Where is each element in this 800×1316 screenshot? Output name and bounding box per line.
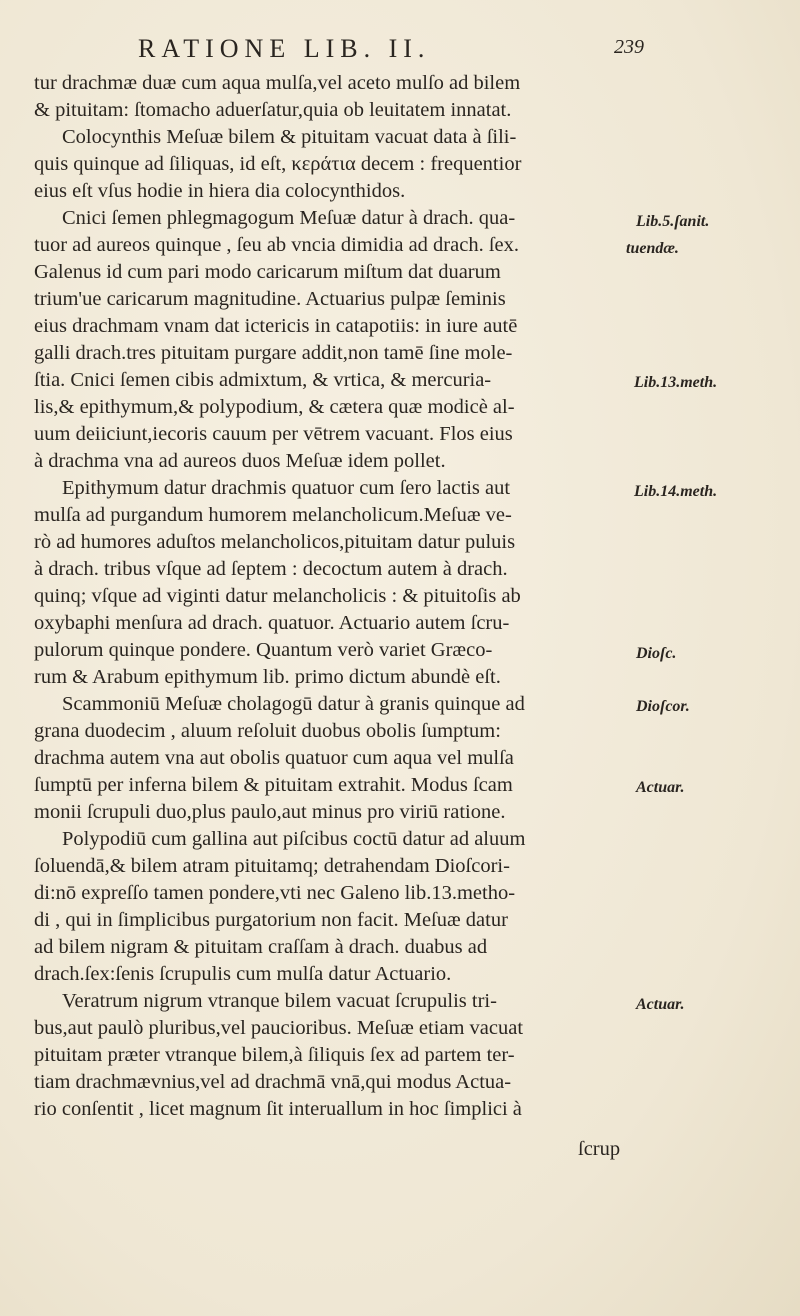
text-line: di:nō expreſſo tamen pondere,vti nec Galeno lib.13.metho- — [34, 882, 516, 904]
margin-note: Actuar. — [636, 996, 685, 1013]
margin-note: tuendæ. — [626, 240, 679, 257]
text-line: rio conſentit , licet magnum ſit interuallum in hoc ſimplici à — [34, 1098, 522, 1120]
margin-note: Lib.5.ſanit. — [636, 213, 710, 230]
text-line: lis,& epithymum,& polypodium, & cætera quæ modicè al- — [34, 396, 515, 418]
text-line: Galenus id cum pari modo caricarum miſtum dat duarum — [34, 261, 501, 283]
text-line: drach.ſex:ſenis ſcrupulis cum mulſa datur Actuario. — [34, 963, 452, 985]
margin-note: Lib.13.meth. — [634, 374, 718, 391]
text-line: uum deiiciunt,iecoris cauum per vētrem vacuant. Flos eius — [34, 423, 513, 445]
text-line: mulſa ad purgandum humorem melancholicum.Meſuæ ve- — [34, 504, 512, 526]
text-line: à drach. tribus vſque ad ſeptem : decoctum autem à drach. — [34, 558, 508, 580]
text-line: oxybaphi menſura ad drach. quatuor. Actuario autem ſcru- — [34, 612, 510, 634]
text-line: eius eſt vſus hodie in hiera dia colocynthidos. — [34, 180, 406, 202]
margin-note: Lib.14.meth. — [634, 483, 718, 500]
text-line: drachma autem vna aut obolis quatuor cum aqua vel mulſa — [34, 747, 514, 769]
margin-note: Dioſc. — [636, 645, 677, 662]
text-line: Veratrum nigrum vtranque bilem vacuat ſcrupulis tri- — [62, 990, 497, 1012]
text-line: bus,aut paulò pluribus,vel paucioribus. Meſuæ etiam vacuat — [34, 1017, 524, 1039]
text-line: rò ad humores aduſtos melancholicos,pituitam datur puluis — [34, 531, 516, 553]
text-line: Epithymum datur drachmis quatuor cum ſero lactis aut — [62, 477, 511, 499]
text-line: grana duodecim , aluum reſoluit duobus obolis ſumptum: — [34, 720, 501, 742]
text-line: rum & Arabum epithymum lib. primo dictum abundè eſt. — [34, 666, 501, 688]
text-line: Cnici ſemen phlegmagogum Meſuæ datur à drach. qua- — [62, 207, 516, 229]
text-line: galli drach.tres pituitam purgare addit,non tamē ſine mole- — [34, 342, 513, 364]
text-line: & pituitam: ſtomacho aduerſatur,quia ob leuitatem innatat. — [34, 99, 512, 121]
text-line: ſumptū per inferna bilem & pituitam extrahit. Modus ſcam — [34, 774, 513, 796]
catchword: ſcrup — [578, 1138, 621, 1160]
body-text — [34, 70, 634, 1123]
text-line: Colocynthis Meſuæ bilem & pituitam vacuat data à ſili- — [62, 126, 517, 148]
text-line: à drachma vna ad aureos duos Meſuæ idem pollet. — [34, 450, 446, 472]
text-line: tuor ad aureos quinque , ſeu ab vncia dimidia ad drach. ſex. — [34, 234, 520, 256]
text-line: quinq; vſque ad viginti datur melancholicis : & pituitoſis ab — [34, 585, 521, 607]
page-number: 239 — [614, 36, 644, 58]
text-line: pulorum quinque pondere. Quantum verò variet Græco- — [34, 639, 493, 661]
text-line: eius drachmam vnam dat ictericis in catapotiis: in iure autē — [34, 315, 518, 337]
text-line: tiam drachmævnius,vel ad drachmā vnā,qui modus Actua- — [34, 1071, 512, 1093]
text-line: pituitam præter vtranque bilem,à ſiliquis ſex ad partem ter- — [34, 1044, 515, 1066]
margin-note: Dioſcor. — [636, 698, 690, 715]
margin-note: Actuar. — [636, 779, 685, 796]
running-title: RATIONE LIB. II. — [138, 34, 431, 63]
text-line: trium'ue caricarum magnitudine. Actuarius pulpæ ſeminis — [34, 288, 506, 310]
text-line: ſtia. Cnici ſemen cibis admixtum, & vrtica, & mercuria- — [34, 369, 492, 391]
text-line: tur drachmæ duæ cum aqua mulſa,vel aceto mulſo ad bilem — [34, 72, 521, 94]
text-line: monii ſcrupuli duo,plus paulo,aut minus pro viriū ratione. — [34, 801, 506, 823]
text-line: ad bilem nigram & pituitam craſſam à drach. duabus ad — [34, 936, 488, 958]
text-line: ſoluendā,& bilem atram pituitamq; detrahendam Dioſcori- — [34, 855, 510, 877]
text-line: Scammoniū Meſuæ cholagogū datur à granis quinque ad — [62, 693, 525, 715]
text-line: quis quinque ad ſiliquas, id eſt, κεράτια decem : frequentior — [34, 153, 522, 175]
text-line: Polypodiū cum gallina aut piſcibus coctū datur ad aluum — [62, 828, 526, 850]
text-line: di , qui in ſimplicibus purgatorium non facit. Meſuæ datur — [34, 909, 508, 931]
